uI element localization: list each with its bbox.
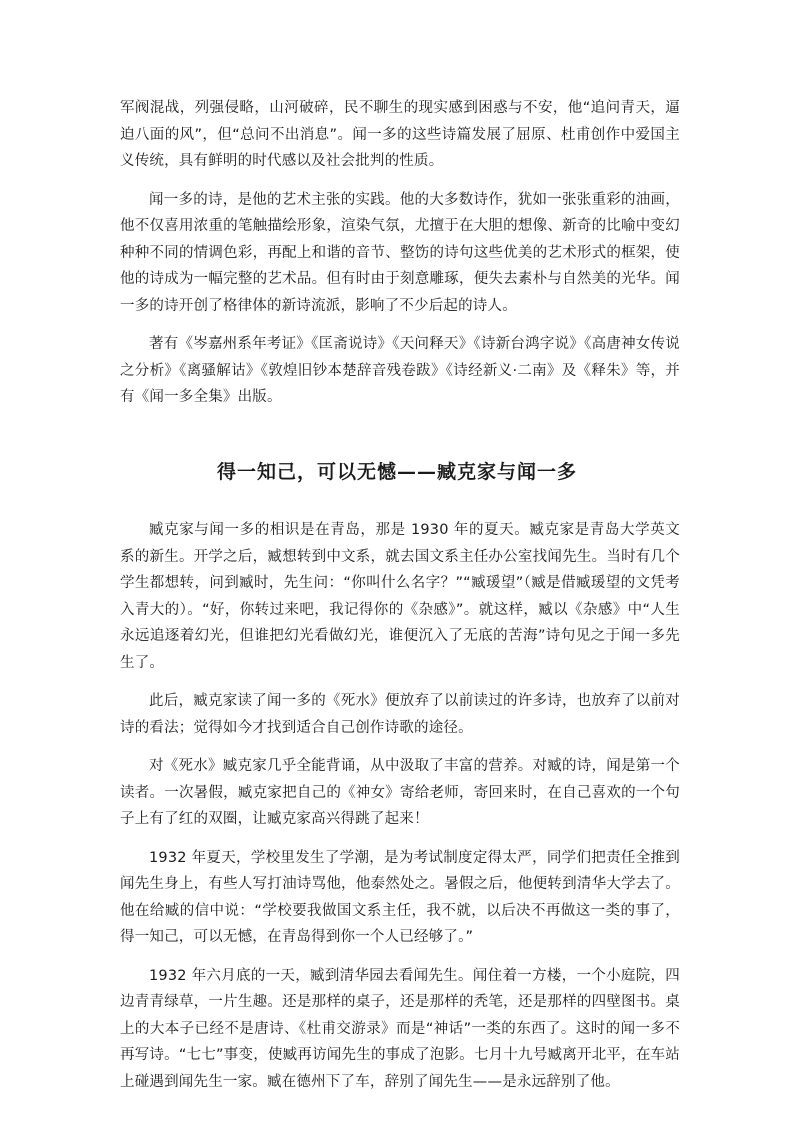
- paragraph: 1932 年六月底的一天，臧到清华园去看闻先生。闻住着一方楼，一个小庭院，四边青青绿草，一片生趣。还是那样的桌子，还是那样的秃笔，还是那样的四壁图书。桌上的大本子已经不是唐诗、《杜甫交游录》而是“神话”一类的东西了。这时的闻一多不再写诗。“七七”事变，使臧再访闻先生的事成了泡影。七月十九号臧离开北平，在车站上碰遇到闻先生一家。臧在德州下了车，辞别了闻先生——是永远辞别了他。: [120, 967, 680, 1090]
- paragraph: 对《死水》臧克家几乎全能背诵，从中汲取了丰富的营养。对臧的诗，闻是第一个读者。一次暑假，臧克家把自己的《神女》寄给老师，寄回来时，在自己喜欢的一个句子上有了红的双圈，让臧克家高兴得跳了起来！: [120, 758, 680, 827]
- paragraph: 闻一多的诗，是他的艺术主张的实践。他的大多数诗作，犹如一张张重彩的油画，他不仅喜用浓重的笔触描绘形象，渲染气氛，尤擅于在大胆的想像、新奇的比喻中变幻种种不同的情调色彩，再配上和谐的音节、整饬的诗句这些优美的艺术形式的框架，使他的诗成为一幅完整的艺术品。但有时由于刻意雕琢，便失去素朴与自然美的光华。闻一多的诗开创了格律体的新诗流派，影响了不少后起的诗人。: [120, 191, 680, 314]
- section-body: [120, 517, 680, 1095]
- paragraph: 臧克家与闻一多的相识是在青岛，那是 1930 年的夏天。臧克家是青岛大学英文系的新生。开学之后，臧想转到中文系，就去国文系主任办公室找闻先生。当时有几个学生都想转，问到臧时，先生问：“你叫什么名字？”“臧瑗望”（臧是借臧瑗望的文凭考入青大的）。“好，你转过来吧，我记得你的《杂感》”。就这样，臧以《杂感》中“人生永远追逐着幻光，但谁把幻光看做幻光，谁便沉入了无底的苦海”诗句见之于闻一多先生了。: [120, 522, 680, 671]
- paragraph: 著有《岑嘉州系年考证》《匡斋说诗》《天问释天》《诗新台鸿字说》《高唐神女传说之分析》《离骚解诂》《敦煌旧钞本楚辞音残卷跋》《诗经新义·二南》及《释朱》等，并有《闻一多全集》出版。: [120, 336, 680, 405]
- paragraph: 军阀混战，列强侵略，山河破碎，民不聊生的现实感到困惑与不安，他“追问青天，逼迫八面的风”，但“总问不出消息”。闻一多的这些诗篇发展了屈原、杜甫创作中爱国主义传统，具有鲜明的时代感以及社会批判的性质。: [120, 100, 680, 169]
- section-continued-text: [120, 95, 680, 411]
- section-heading: 得一知己，可以无憾——臧克家与闻一多: [216, 461, 577, 483]
- paragraph: 1932 年夏天，学校里发生了学潮，是为考试制度定得太严，同学们把责任全推到闻先生身上，有些人写打油诗骂他，他泰然处之。暑假之后，他便转到清华大学去了。他在给臧的信中说：“学校要我做国文系主任，我不就，以后决不再做这一类的事了，得一知己，可以无憾，在青岛得到你一个人已经够了。”: [120, 849, 680, 945]
- paragraph: 此后，臧克家读了闻一多的《死水》便放弃了以前读过的许多诗，也放弃了以前对诗的看法；觉得如今才找到适合自己创作诗歌的途径。: [120, 693, 680, 736]
